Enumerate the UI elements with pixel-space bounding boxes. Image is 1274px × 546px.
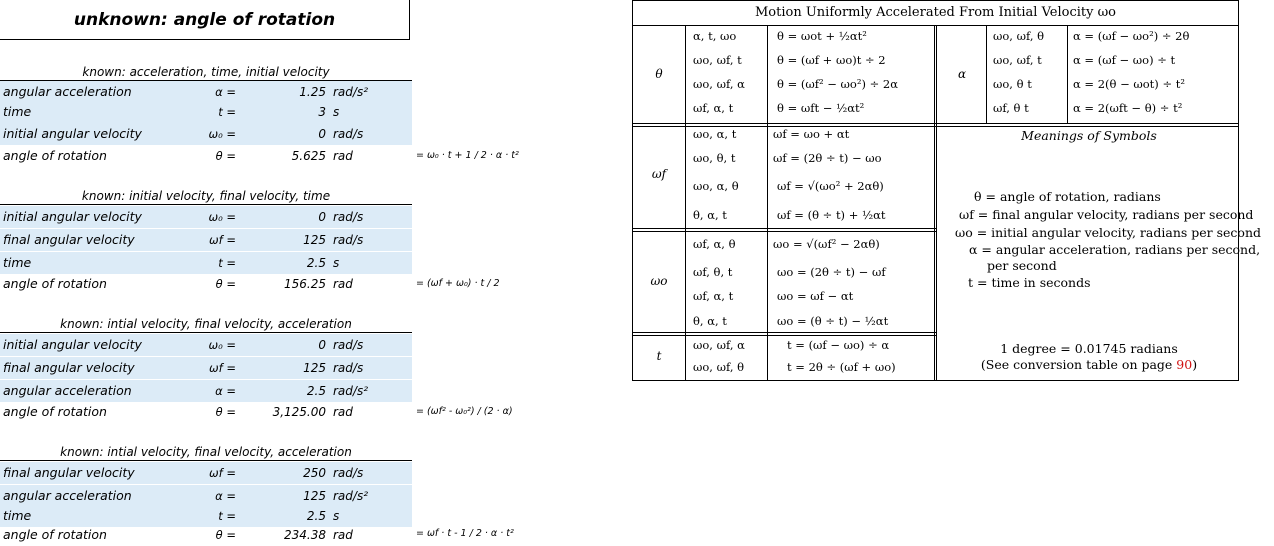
variable-omega-f: ωf [651, 167, 667, 181]
table-row[interactable] [0, 380, 412, 402]
row-value[interactable]: 234.38 [284, 528, 326, 542]
row-symbol: t = [218, 256, 236, 270]
row-unit: rad/s [333, 127, 364, 141]
known-cell: ωo, ωf, θ [693, 360, 745, 374]
meaning-line: ωf = final angular velocity, radians per second [959, 207, 1254, 222]
divider [936, 126, 1238, 127]
row-symbol: θ = [215, 277, 236, 291]
conversion-page-link[interactable]: 90 [1176, 357, 1193, 372]
meaning-line: ωo = initial angular velocity, radians per second [955, 225, 1261, 240]
known-cell: ωo, α, θ [693, 179, 739, 193]
reference-title: Motion Uniformly Accelerated From Initial Velocity ωo [633, 1, 1238, 26]
row-symbol: α = [215, 489, 236, 503]
row-label: angle of rotation [3, 527, 107, 542]
row-value[interactable]: 156.25 [284, 277, 326, 291]
row-symbol: ωf = [209, 361, 236, 375]
known-cell: ωf, θ, t [693, 265, 733, 279]
known-cell: ωo, ωf, t [693, 53, 742, 67]
table-row[interactable] [0, 485, 412, 507]
group-heading: known: intial velocity, final velocity, acceleration [0, 316, 412, 333]
known-cell: ωo, ωf, α [693, 77, 745, 91]
row-symbol: α = [215, 384, 236, 398]
known-cell: ωf, θ t [993, 101, 1029, 115]
formula-text: = (ωf + ω₀) · t / 2 [416, 278, 500, 289]
row-label: angular acceleration [3, 84, 132, 99]
table-row[interactable] [0, 334, 412, 356]
divider [633, 335, 936, 336]
row-symbol: α = [215, 85, 236, 99]
table-row[interactable] [0, 206, 412, 228]
equation-cell: α = (ωf − ωo²) ÷ 2θ [1073, 29, 1190, 43]
known-cell: ωo, ωf, t [993, 53, 1042, 67]
table-row[interactable] [0, 357, 412, 379]
row-unit: rad/s [333, 233, 364, 247]
row-unit: rad [333, 405, 353, 419]
row-unit: rad/s [333, 210, 364, 224]
equation-cell: ωo = (θ ÷ t) − ½αt [777, 314, 889, 328]
equation-cell: ωo = √(ωf² − 2αθ) [773, 237, 880, 251]
row-label: final angular velocity [3, 360, 135, 375]
table-row[interactable] [0, 401, 412, 423]
row-symbol: t = [218, 509, 236, 523]
meaning-line: θ = angle of rotation, radians [974, 189, 1161, 204]
row-unit: s [333, 105, 340, 119]
row-symbol: ωf = [209, 466, 236, 480]
row-value[interactable]: 2.5 [306, 384, 326, 398]
row-unit: rad/s² [333, 85, 369, 99]
equation-cell: α = 2(θ − ωot) ÷ t² [1073, 77, 1185, 91]
row-symbol: θ = [215, 405, 236, 419]
row-value[interactable]: 3,125.00 [272, 405, 326, 419]
row-unit: rad [333, 277, 353, 291]
formula-text: = ωf · t - 1 / 2 · α · t² [416, 528, 514, 539]
divider [767, 25, 768, 380]
known-cell: ωf, α, t [693, 289, 734, 303]
row-label: angular acceleration [3, 383, 132, 398]
equation-cell: θ = ωot + ½αt² [777, 29, 867, 43]
known-cell: ωf, α, θ [693, 237, 736, 251]
divider [685, 25, 686, 380]
meaning-line: t = time in seconds [968, 275, 1091, 290]
row-label: final angular velocity [3, 232, 135, 247]
known-cell: ωo, ωf, α [693, 338, 745, 352]
row-label: final angular velocity [3, 465, 135, 480]
row-symbol: θ = [215, 149, 236, 163]
row-value[interactable]: 125 [303, 489, 326, 503]
table-row[interactable] [0, 123, 412, 145]
conversion-note-suffix: ) [1192, 357, 1198, 372]
row-unit: rad/s² [333, 384, 369, 398]
conversion-note-prefix: (See conversion table on page [980, 357, 1177, 372]
table-row[interactable] [0, 462, 412, 484]
divider [633, 332, 936, 333]
row-label: time [3, 255, 32, 270]
row-value[interactable]: 2.5 [306, 509, 326, 523]
equation-cell: θ = ωft − ½αt² [777, 101, 865, 115]
known-cell: ωo, ωf, θ [993, 29, 1045, 43]
row-label: initial angular velocity [3, 209, 142, 224]
equation-cell: ωo = ωf − αt [777, 289, 854, 303]
equation-cell: α = (ωf − ωo) ÷ t [1073, 53, 1176, 67]
divider [633, 231, 936, 232]
variable-t: t [656, 349, 662, 363]
variable-alpha: α [957, 67, 967, 81]
row-value[interactable]: 2.5 [306, 256, 326, 270]
equation-cell: θ = (ωf² − ωo²) ÷ 2α [777, 77, 898, 91]
reference-table [632, 0, 1261, 381]
row-value[interactable]: 0 [318, 338, 326, 352]
equation-cell: ωf = √(ωo² + 2αθ) [777, 179, 884, 193]
table-row[interactable] [0, 81, 412, 103]
meaning-line: per second [987, 258, 1057, 273]
row-value[interactable]: 0 [318, 127, 326, 141]
table-row[interactable] [0, 273, 412, 295]
row-symbol: θ = [215, 528, 236, 542]
row-symbol: ω₀ = [208, 210, 236, 224]
table-row[interactable] [0, 524, 412, 545]
meanings-title: Meanings of Symbols [1021, 128, 1157, 143]
row-symbol: t = [218, 105, 236, 119]
conversion-note [939, 357, 1239, 372]
row-unit: rad/s [333, 466, 364, 480]
divider [633, 123, 936, 124]
table-row[interactable] [0, 252, 412, 274]
formula-text: = (ωf² - ω₀²) / (2 · α) [416, 406, 513, 417]
divider [1067, 25, 1068, 123]
row-value[interactable]: 3 [318, 105, 326, 119]
row-label: time [3, 508, 32, 523]
known-cell: θ, α, t [693, 208, 727, 222]
row-value[interactable]: 125 [303, 361, 326, 375]
equation-cell: t = (ωf − ωo) ÷ α [787, 338, 890, 352]
row-label: time [3, 104, 32, 119]
equation-cell: ωf = (2θ ÷ t) − ωo [773, 151, 882, 165]
row-unit: rad/s² [333, 489, 369, 503]
sheet-title: unknown: angle of rotation [0, 0, 410, 40]
row-label: angle of rotation [3, 404, 107, 419]
row-unit: rad/s [333, 361, 364, 375]
row-value[interactable]: 0 [318, 210, 326, 224]
row-label: initial angular velocity [3, 126, 142, 141]
known-cell: α, t, ωo [693, 29, 737, 43]
row-label: initial angular velocity [3, 337, 142, 352]
variable-omega-o: ωo [650, 274, 668, 288]
group-heading: known: intial velocity, final velocity, acceleration [0, 444, 412, 461]
equation-cell: θ = (ωf + ωo)t ÷ 2 [777, 53, 886, 67]
known-cell: ωo, α, t [693, 127, 737, 141]
row-value[interactable]: 250 [303, 466, 326, 480]
row-value[interactable]: 1.25 [299, 85, 326, 99]
row-symbol: ω₀ = [208, 127, 236, 141]
table-row[interactable] [0, 101, 412, 123]
row-unit: s [333, 509, 340, 523]
row-value[interactable]: 5.625 [291, 149, 326, 163]
known-cell: ωf, α, t [693, 101, 734, 115]
row-unit: rad/s [333, 338, 364, 352]
equation-cell: ωf = ωo + αt [773, 127, 850, 141]
table-row[interactable] [0, 145, 412, 167]
meaning-line: α = angular acceleration, radians per second, [969, 242, 1261, 257]
equation-cell: ωf = (θ ÷ t) + ½αt [777, 208, 886, 222]
table-row[interactable] [0, 229, 412, 251]
known-cell: θ, α, t [693, 314, 727, 328]
group-heading: known: acceleration, time, initial velocity [0, 64, 412, 81]
known-cell: ωo, θ, t [693, 151, 736, 165]
equation-cell: α = 2(ωft − θ) ÷ t² [1073, 101, 1183, 115]
row-unit: rad [333, 149, 353, 163]
row-label: angular acceleration [3, 488, 132, 503]
divider [936, 123, 1238, 124]
row-symbol: ωf = [209, 233, 236, 247]
row-unit: rad [333, 528, 353, 542]
row-label: angle of rotation [3, 276, 107, 291]
row-unit: s [333, 256, 340, 270]
degree-note: 1 degree = 0.01745 radians [1000, 341, 1178, 356]
row-symbol: ω₀ = [208, 338, 236, 352]
group-heading: known: initial velocity, final velocity, time [0, 188, 412, 205]
divider [633, 228, 936, 229]
known-cell: ωo, θ t [993, 77, 1032, 91]
equation-cell: t = 2θ ÷ (ωf + ωo) [787, 360, 896, 374]
variable-theta: θ [655, 67, 663, 81]
equation-cell: ωo = (2θ ÷ t) − ωf [777, 265, 886, 279]
row-label: angle of rotation [3, 148, 107, 163]
formula-text: = ω₀ · t + 1 / 2 · α · t² [416, 150, 519, 161]
row-value[interactable]: 125 [303, 233, 326, 247]
